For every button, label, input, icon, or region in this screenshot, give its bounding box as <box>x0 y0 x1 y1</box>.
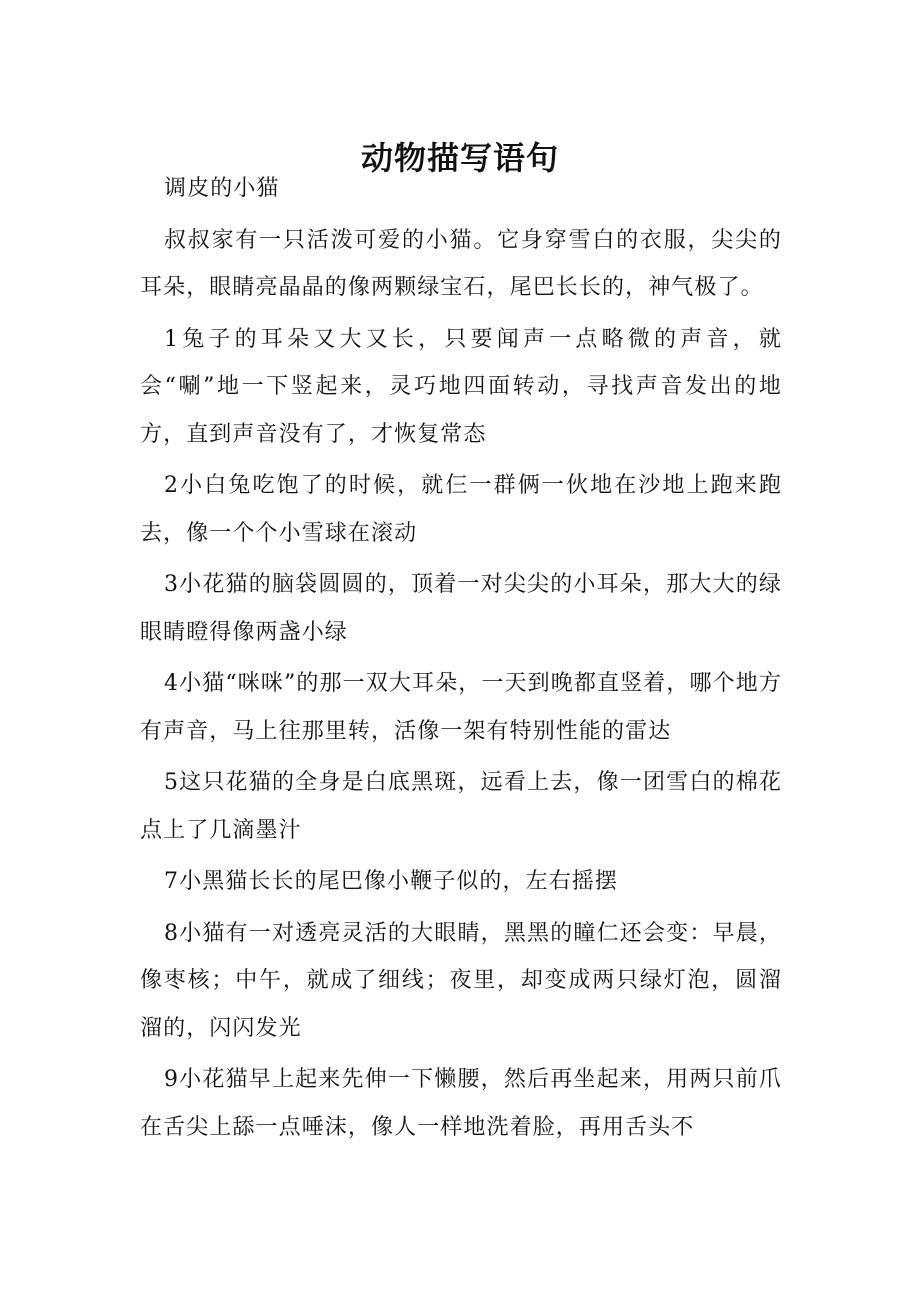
section-heading: 调皮的小猫 <box>164 176 280 201</box>
paragraph: 8小猫有一对透亮灵活的大眼睛，黑黑的瞳仁还会变：早晨，像枣核；中午，就成了细线；夜里，却变成两只绿灯泡，圆溜溜的，闪闪发光 <box>140 920 782 1041</box>
paragraph: 4小猫“咪咪”的那一双大耳朵，一天到晚都直竖着，哪个地方有声音，马上往那里转，活像一架有特别性能的雷达 <box>140 671 782 744</box>
paragraph: 5这只花猫的全身是白底黑斑，远看上去，像一团雪白的棉花点上了几滴墨汁 <box>140 770 782 843</box>
paragraph: 1兔子的耳朵又大又长，只要闻声一点略微的声音，就会“唰”地一下竖起来，灵巧地四面转动，寻找声音发出的地方，直到声音没有了，才恢复常态 <box>140 326 782 447</box>
paragraph: 3小花猫的脑袋圆圆的，顶着一对尖尖的小耳朵，那大大的绿眼睛瞪得像两盏小绿 <box>140 572 782 645</box>
document-body <box>140 165 782 1155</box>
paragraph: 叔叔家有一只活泼可爱的小猫。它身穿雪白的衣服，尖尖的耳朵，眼睛亮晶晶的像两颗绿宝石，尾巴长长的，神气极了。 <box>140 227 782 300</box>
document-title: 动物描写语句 <box>360 139 559 178</box>
paragraph: 2小白兔吃饱了的时候，就仨一群俩一伙地在沙地上跑来跑去，像一个个小雪球在滚动 <box>140 473 782 546</box>
paragraph: 7小黑猫长长的尾巴像小鞭子似的，左右摇摆 <box>164 869 618 894</box>
paragraph: 9小花猫早上起来先伸一下懒腰，然后再坐起来，用两只前爪在舌尖上舔一点唾沫，像人一样地洗着脸，再用舌头不 <box>140 1067 782 1140</box>
